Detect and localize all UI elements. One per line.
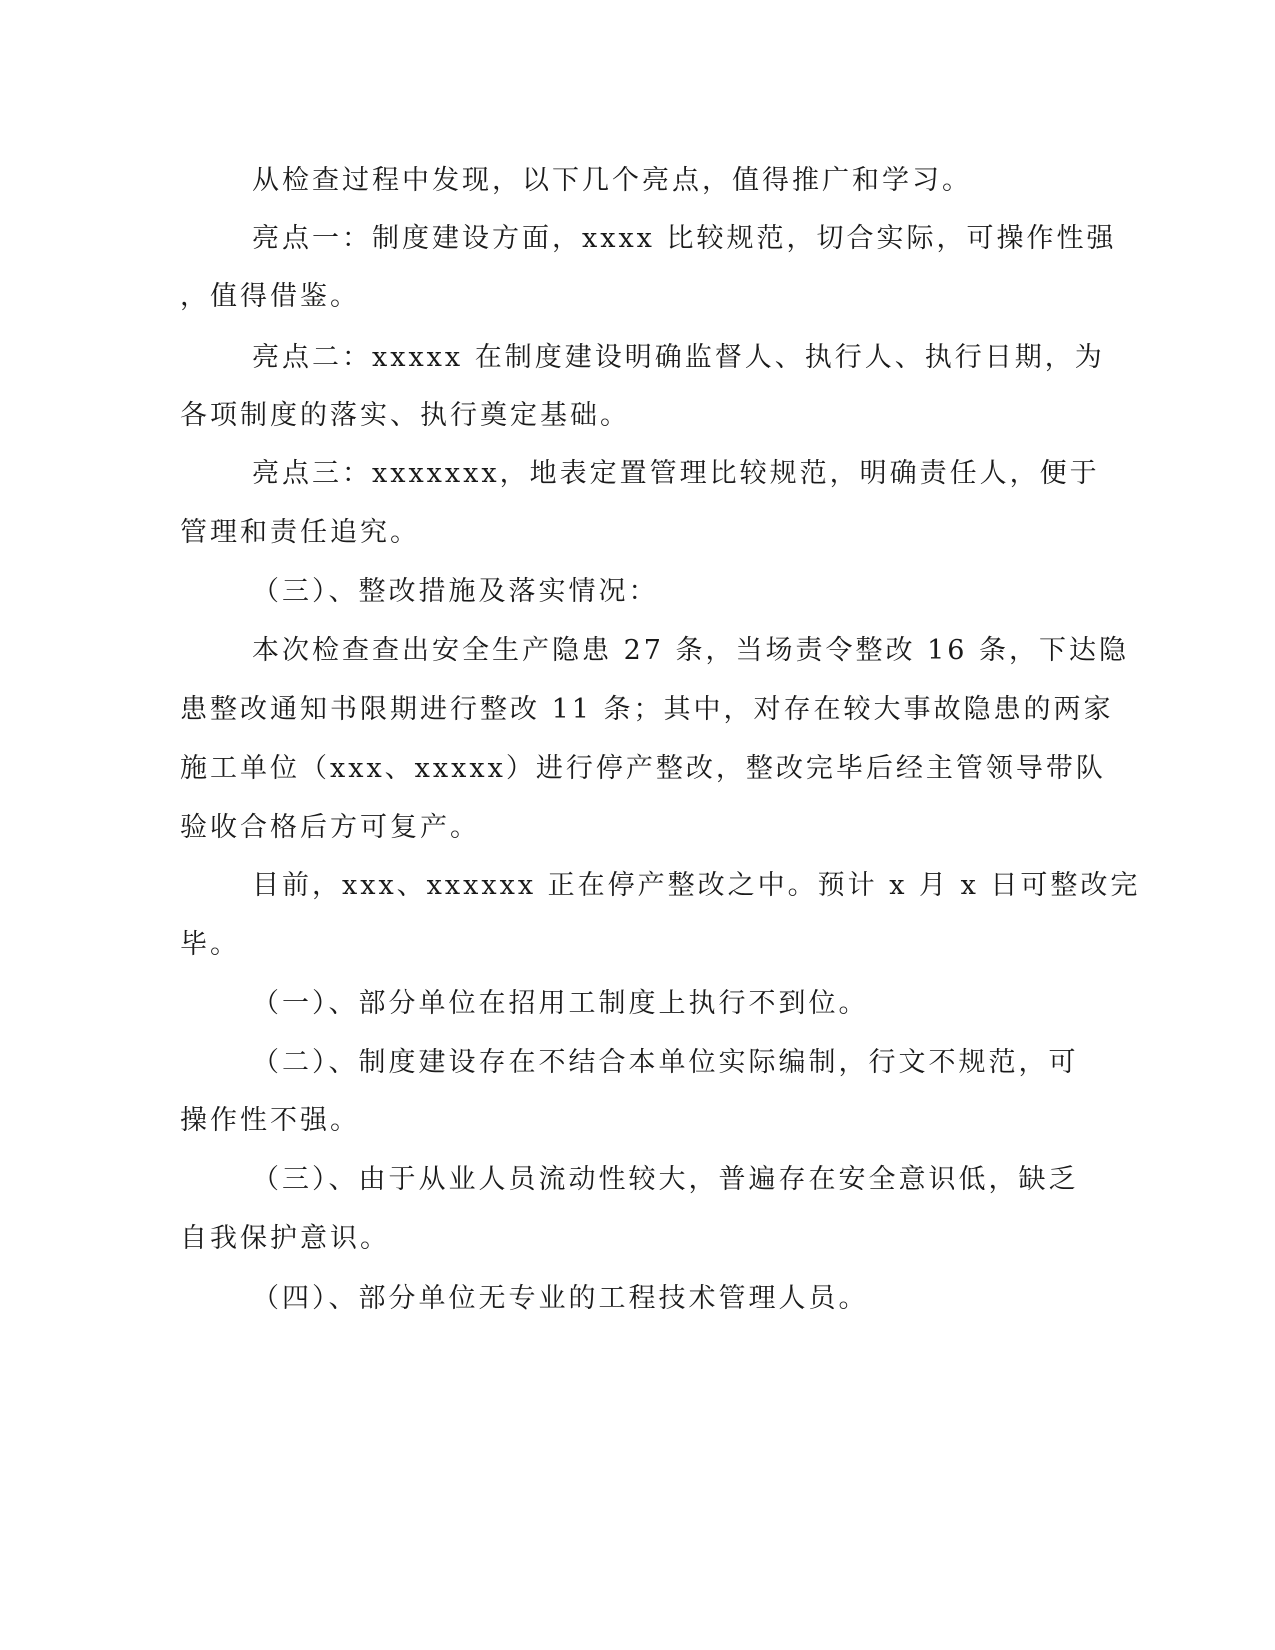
text-line: 各项制度的落实、执行奠定基础。 (180, 400, 630, 431)
text-line: ，值得借鉴。 (180, 281, 360, 312)
text-line: 本次检查查出安全生产隐患 27 条，当场责令整改 16 条，下达隐 (252, 635, 1130, 666)
text-line: 亮点二：xxxxx 在制度建设明确监督人、执行人、执行日期，为 (252, 342, 1105, 373)
text-line: 毕。 (180, 929, 240, 960)
text-line: 自我保护意识。 (180, 1223, 390, 1254)
text-line: 亮点一：制度建设方面，xxxx 比较规范，切合实际，可操作性强 (252, 223, 1117, 254)
list-item: （一）、部分单位在招用工制度上执行不到位。 (252, 988, 869, 1019)
text-line: 操作性不强。 (180, 1105, 360, 1136)
list-item: （三）、由于从业人员流动性较大，普遍存在安全意识低，缺乏 (252, 1164, 1079, 1195)
text-line: 管理和责任追究。 (180, 517, 420, 548)
list-item: （二）、制度建设存在不结合本单位实际编制，行文不规范，可 (252, 1047, 1079, 1078)
section-heading: （三）、整改措施及落实情况： (252, 576, 659, 607)
text-line: 施工单位（xxx、xxxxx）进行停产整改，整改完毕后经主管领导带队 (180, 753, 1106, 784)
text-line: 验收合格后方可复产。 (180, 812, 480, 843)
text-line: 目前，xxx、xxxxxx 正在停产整改之中。预计 x 月 x 日可整改完 (252, 870, 1141, 901)
text-line: 患整改通知书限期进行整改 11 条；其中，对存在较大事故隐患的两家 (180, 694, 1114, 725)
text-line: 亮点三：xxxxxxx，地表定置管理比较规范，明确责任人，便于 (252, 458, 1100, 489)
text-line: 从检查过程中发现，以下几个亮点，值得推广和学习。 (252, 165, 972, 196)
list-item: （四）、部分单位无专业的工程技术管理人员。 (252, 1283, 869, 1314)
